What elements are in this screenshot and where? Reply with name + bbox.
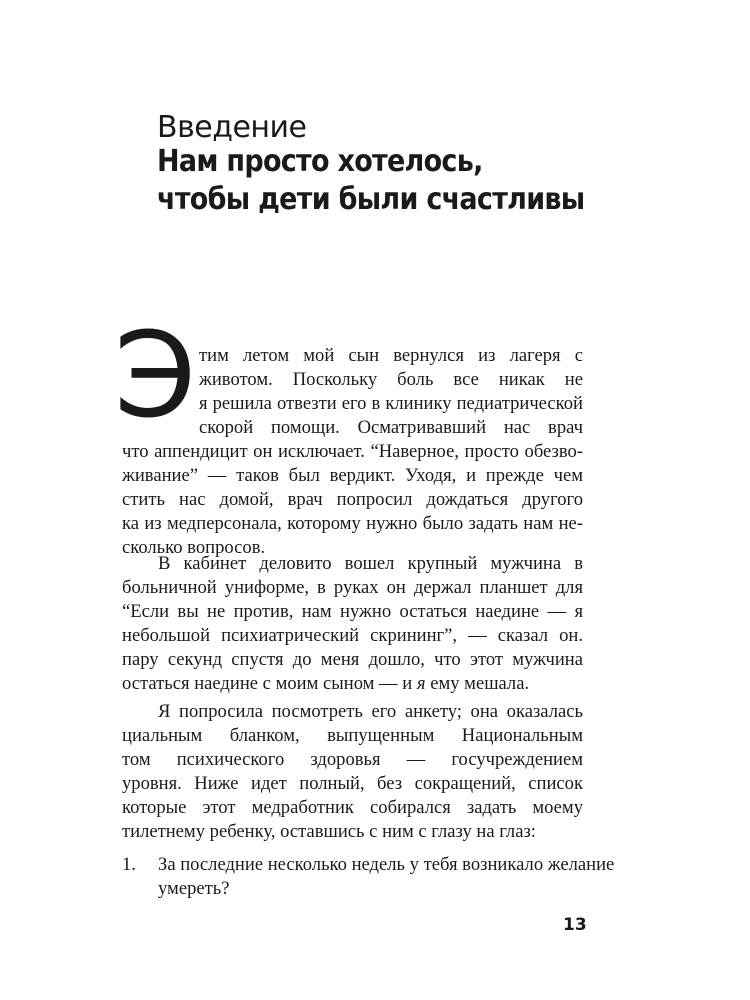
paragraph-3-line: которые этот медработник собирался задать моему bbox=[122, 797, 583, 818]
paragraph-1-line: стить нас домой, врач попросил дождаться другого bbox=[122, 489, 583, 510]
paragraph-2-line: “Если вы не против, нам нужно остаться наедине — я bbox=[122, 601, 583, 622]
paragraph-2-text: остаться наедине с моим сыном — и bbox=[122, 673, 413, 694]
paragraph-2-line: В кабинет деловито вошел крупный мужчина в bbox=[158, 553, 583, 574]
paragraph-2-line: небольшой психиатрический скрининг”, — сказал он. bbox=[122, 625, 583, 646]
paragraph-2-text: ему мешала. bbox=[430, 673, 530, 694]
paragraph-2-line: пару секунд спустя до меня дошло, что этот мужчина bbox=[122, 649, 583, 670]
drop-cap: Э bbox=[114, 306, 197, 444]
paragraph-1-line: скорой помощи. Осматривавший нас врач bbox=[199, 417, 583, 438]
paragraph-3-line: тилетнему ребенку, оставшись с ним с глазу на глаз: bbox=[122, 821, 536, 842]
paragraph-1-line: что аппендицит он исключает. “Наверное, просто обезво- bbox=[122, 441, 583, 462]
page-number: 13 bbox=[563, 915, 587, 935]
paragraph-1-line: ка из медперсонала, которому нужно было задать нам не- bbox=[122, 513, 583, 534]
paragraph-1-line: сколько вопросов. bbox=[122, 537, 266, 558]
paragraph-3-line: том психического здоровья — госучреждением bbox=[122, 749, 583, 770]
paragraph-1-line: тим летом мой сын вернулся из лагеря с bbox=[199, 345, 583, 366]
chapter-title-line-2: чтобы дети были счастливы bbox=[157, 182, 585, 217]
paragraph-1-line: животом. Поскольку боль все никак не bbox=[199, 369, 583, 390]
paragraph-1-line: я решила отвезти его в клинику педиатрической bbox=[199, 393, 583, 414]
list-item-text: За последние несколько недель у тебя возникало желание bbox=[158, 854, 615, 875]
paragraph-2-line bbox=[122, 672, 529, 696]
paragraph-2-line: больничной униформе, в руках он держал планшет для bbox=[122, 577, 583, 598]
paragraph-3-line: уровня. Ниже идет полный, без сокращений, список bbox=[122, 773, 583, 794]
emphasis-word: я bbox=[416, 673, 426, 694]
paragraph-1-line: живание” — таков был вердикт. Уходя, и прежде чем bbox=[122, 465, 583, 486]
paragraph-3-line: циальным бланком, выпущенным Национальным bbox=[122, 725, 583, 746]
chapter-title-line-1: Нам просто хотелось, bbox=[157, 144, 483, 179]
paragraph-3-line: Я попросила посмотреть его анкету; она оказалась bbox=[158, 701, 583, 722]
list-item-number: 1. bbox=[122, 854, 136, 875]
list-item-text: умереть? bbox=[158, 878, 230, 899]
chapter-title bbox=[157, 143, 584, 219]
chapter-kicker: Введение bbox=[157, 110, 307, 145]
